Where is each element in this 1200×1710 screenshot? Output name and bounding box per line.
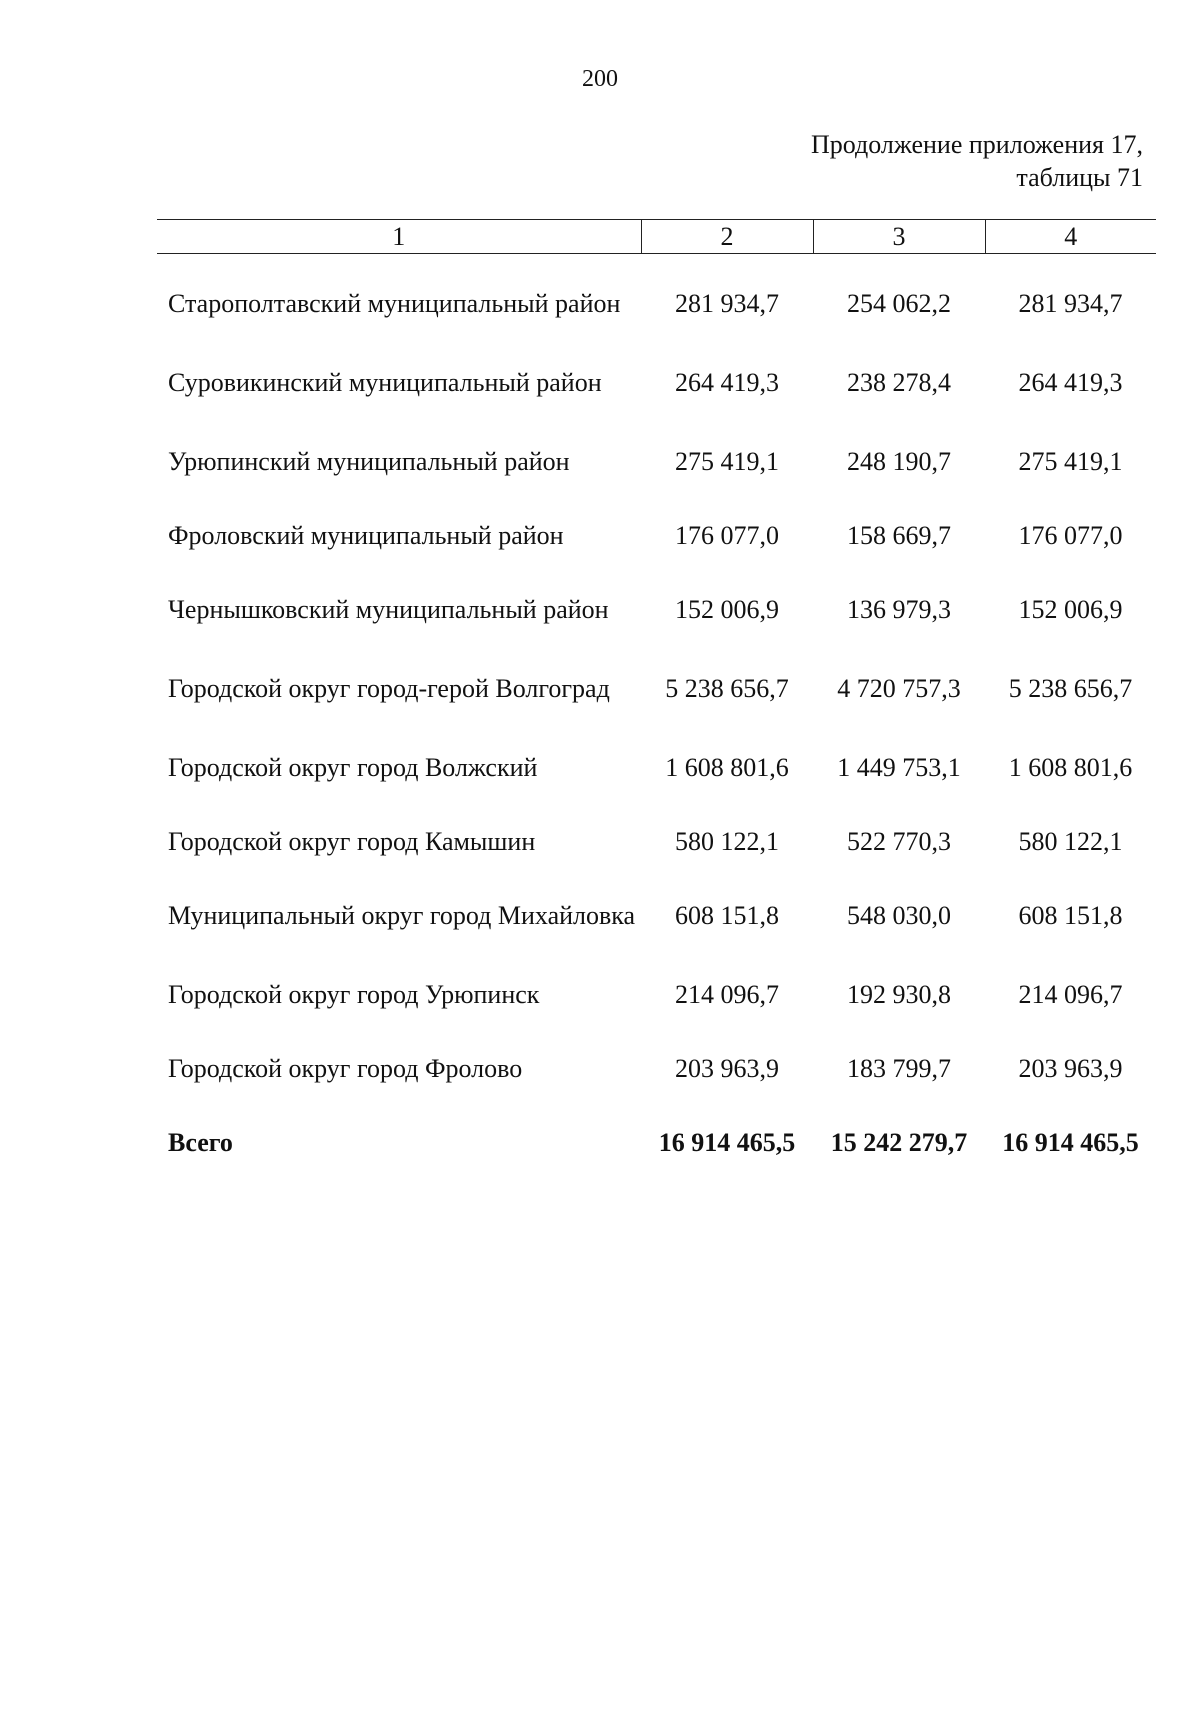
row-value-c4: 281 934,7	[1018, 289, 1123, 318]
row-value-c3: 1 449 753,1	[837, 753, 961, 782]
row-name: Старополтавский муниципальный район	[168, 289, 621, 318]
total-row	[157, 1127, 1156, 1158]
row-value-c2: 1 608 801,6	[665, 753, 789, 782]
table-header	[157, 220, 1156, 254]
table-body	[157, 254, 1156, 1159]
row-gap	[157, 625, 1156, 673]
row-gap-cell	[157, 254, 1156, 289]
row-gap-cell	[157, 1010, 1156, 1053]
row-value-c3: 248 190,7	[847, 447, 951, 476]
row-value-c3: 136 979,3	[847, 595, 951, 624]
total-label: Всего	[168, 1128, 233, 1157]
header-row	[157, 220, 1156, 254]
row-gap	[157, 1084, 1156, 1127]
total-value-c2: 16 914 465,5	[658, 1128, 796, 1157]
row-name: Городской округ город Фролово	[168, 1054, 523, 1083]
table-row	[157, 446, 1156, 477]
row-gap-cell	[157, 625, 1156, 673]
header-col-2: 2	[641, 220, 813, 254]
continuation-line-2: таблицы 71	[1016, 163, 1143, 192]
header-col-4: 4	[985, 220, 1156, 254]
row-gap	[157, 931, 1156, 979]
header-col-1: 1	[157, 220, 641, 254]
row-gap-cell	[157, 783, 1156, 826]
row-value-c2: 5 238 656,7	[665, 674, 789, 703]
row-value-c2: 275 419,1	[675, 447, 779, 476]
continuation-caption	[811, 128, 1143, 194]
row-gap-cell	[157, 1084, 1156, 1127]
row-name: Суровикинский муниципальный район	[168, 368, 602, 397]
row-name: Городской округ город Камышин	[168, 827, 536, 856]
row-value-c2: 214 096,7	[675, 980, 779, 1009]
row-value-c3: 548 030,0	[847, 901, 951, 930]
row-name: Городской округ город Урюпинск	[168, 980, 540, 1009]
row-value-c3: 238 278,4	[847, 368, 951, 397]
row-name: Муниципальный округ город Михайловка	[168, 901, 636, 930]
table-row	[157, 1053, 1156, 1084]
row-gap-cell	[157, 857, 1156, 900]
row-gap-cell	[157, 477, 1156, 520]
row-name: Городской округ город-герой Волгоград	[168, 674, 610, 703]
row-value-c4: 5 238 656,7	[1008, 674, 1133, 703]
table-row	[157, 288, 1156, 319]
row-value-c2: 608 151,8	[675, 901, 779, 930]
header-col-3: 3	[813, 220, 985, 254]
row-gap	[157, 477, 1156, 520]
row-gap	[157, 783, 1156, 826]
table-row	[157, 594, 1156, 625]
row-value-c4: 275 419,1	[1018, 447, 1123, 476]
total-value-c4: 16 914 465,5	[1002, 1128, 1139, 1157]
continuation-line-1: Продолжение приложения 17,	[810, 130, 1143, 159]
row-value-c4: 203 963,9	[1018, 1054, 1123, 1083]
row-gap	[157, 319, 1156, 367]
table-row	[157, 520, 1156, 551]
row-name: Городской округ город Волжский	[168, 753, 538, 782]
total-value-c3: 15 242 279,7	[830, 1128, 968, 1157]
row-gap-cell	[157, 931, 1156, 979]
row-gap	[157, 254, 1156, 289]
row-value-c3: 4 720 757,3	[837, 674, 961, 703]
row-name: Чернышковский муниципальный район	[168, 595, 609, 624]
data-table	[157, 219, 1156, 1158]
row-gap-cell	[157, 319, 1156, 367]
page-number: 200	[582, 66, 618, 92]
row-value-c2: 580 122,1	[675, 827, 779, 856]
row-value-c2: 152 006,9	[675, 595, 779, 624]
table-row	[157, 979, 1156, 1010]
row-value-c4: 264 419,3	[1018, 368, 1123, 397]
row-value-c2: 203 963,9	[675, 1054, 779, 1083]
row-value-c2: 281 934,7	[675, 289, 779, 318]
table-row	[157, 673, 1156, 704]
row-name: Фроловский муниципальный район	[168, 521, 564, 550]
row-gap-cell	[157, 551, 1156, 594]
row-gap	[157, 398, 1156, 446]
row-value-c4: 608 151,8	[1018, 901, 1123, 930]
row-value-c3: 522 770,3	[847, 827, 951, 856]
row-value-c4: 580 122,1	[1018, 827, 1123, 856]
row-value-c4: 1 608 801,6	[1008, 753, 1133, 782]
table-row	[157, 367, 1156, 398]
table-row	[157, 752, 1156, 783]
row-value-c4: 152 006,9	[1018, 595, 1123, 624]
row-gap	[157, 1010, 1156, 1053]
row-name: Урюпинский муниципальный район	[168, 447, 570, 476]
row-gap	[157, 857, 1156, 900]
row-value-c4: 214 096,7	[1018, 980, 1123, 1009]
row-gap-cell	[157, 398, 1156, 446]
table-row	[157, 900, 1156, 931]
row-value-c2: 264 419,3	[675, 368, 779, 397]
row-value-c3: 254 062,2	[847, 289, 951, 318]
row-gap	[157, 704, 1156, 752]
row-value-c2: 176 077,0	[675, 521, 779, 550]
row-gap	[157, 551, 1156, 594]
row-gap-cell	[157, 704, 1156, 752]
row-value-c3: 192 930,8	[847, 980, 951, 1009]
row-value-c3: 183 799,7	[847, 1054, 951, 1083]
row-value-c3: 158 669,7	[847, 521, 951, 550]
table-row	[157, 826, 1156, 857]
row-value-c4: 176 077,0	[1018, 521, 1123, 550]
